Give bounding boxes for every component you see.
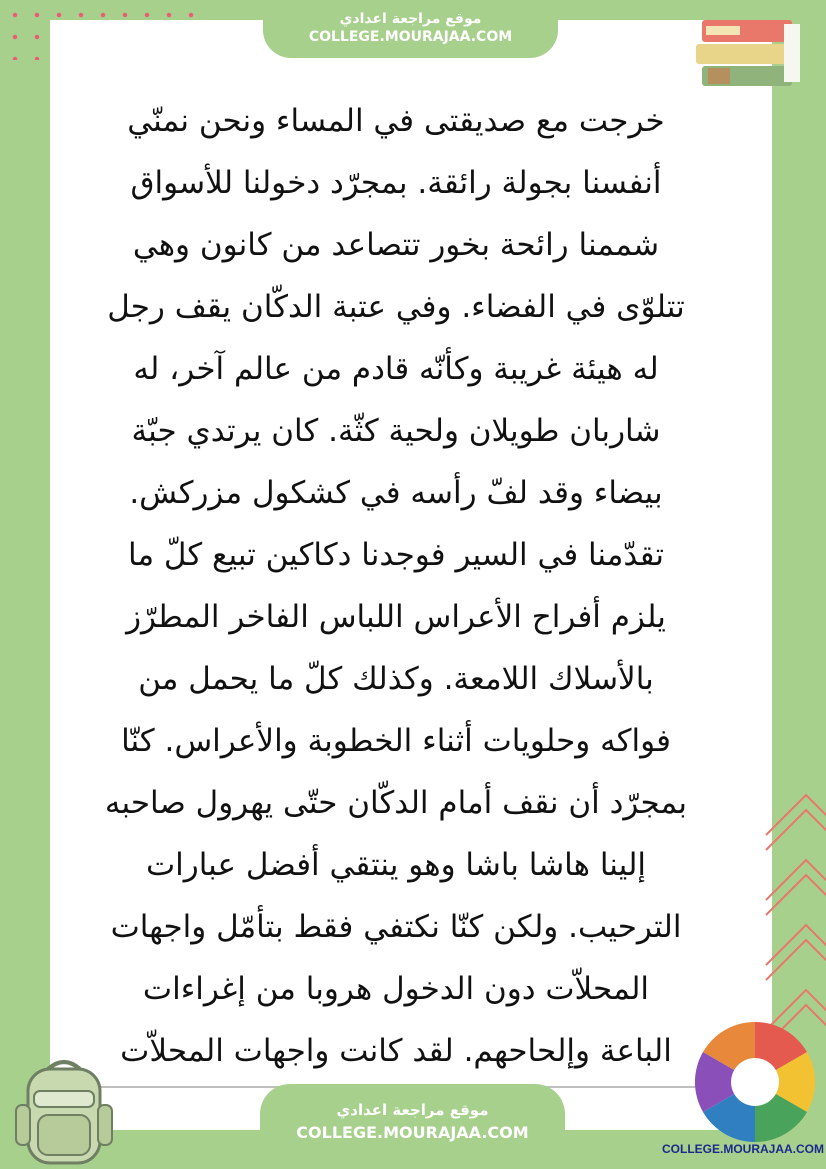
book-middle: [696, 44, 792, 64]
passage-line: بالأسلاك اللامعة. وكذلك كلّ ما يحمل من: [138, 661, 654, 697]
chevron-icon: [766, 860, 826, 900]
passage-line: فواكه وحلويات أثناء الخطوبة والأعراس. كنّا: [121, 723, 671, 759]
footer-site-arabic: موقع مراجعة اعدادي: [336, 1101, 489, 1119]
chevron-icon: [766, 810, 826, 850]
passage-line: أنفسنا بجولة رائقة. بمجرّد دخولنا للأسواق: [130, 165, 662, 201]
passage-line: خرجت مع صديقتى في المساء ونحن نمنّي: [127, 103, 665, 139]
header-site-url: COLLEGE.MOURAJAA.COM: [308, 29, 513, 45]
chevron-icon: [766, 795, 826, 835]
passage-line: تتلوّى في الفضاء. وفي عتبة الدكّان يقف رجل: [107, 289, 685, 325]
book-top-label: [706, 26, 740, 35]
passage-line: له هيئة غريبة وكأنّه قادم من عالم آخر، له: [133, 351, 659, 387]
footer-tab: [260, 1084, 565, 1169]
header-tab: [263, 0, 558, 58]
passage-line: يلزم أفراح الأعراس اللباس الفاخر المطرّز: [126, 599, 666, 635]
passage-line: الباعة وإلحاحهم. لقد كانت واجهات المحلاّت: [120, 1033, 672, 1069]
logo-url-text: COLLEGE.MOURAJAA.COM: [662, 1142, 824, 1156]
reading-passage: [60, 90, 732, 1086]
passage-line: بيضاء وقد لفّ رأسه في كشكول مزركش.: [129, 475, 663, 511]
chevron-icon: [766, 925, 826, 965]
passage-line: تقدّمنا في السير فوجدنا دكاكين تبيع كلّ ما: [128, 537, 664, 573]
passage-line: شاربان طويلان ولحية كثّة. كان يرتدي جبّة: [131, 413, 661, 449]
passage-line: بمجرّد أن نقف أمام الدكّان حتّى يهرول صاحبه: [104, 785, 688, 821]
chevron-icon: [766, 875, 826, 915]
passage-line: المحلاّت دون الدخول هروبا من إغراءات: [142, 971, 650, 1007]
books-illustration: [692, 10, 804, 94]
passage-line: شممنا رائحة بخور تتصاعد من كانون وهي: [132, 227, 660, 263]
subjects-wheel-logo: [693, 1020, 817, 1144]
chevron-icon: [766, 940, 826, 980]
book-bottom-label: [708, 68, 730, 84]
backpack-icon: [8, 1055, 118, 1167]
book-pages: [784, 24, 800, 82]
passage-line: الترحيب. ولكن كنّا نكتفي فقط بتأمّل واجهات: [110, 909, 682, 945]
footer-site-url: COLLEGE.MOURAJAA.COM: [296, 1123, 529, 1142]
passage-line: إلينا هاشا باشا وهو ينتقي أفضل عبارات: [145, 847, 647, 883]
header-site-arabic: موقع مراجعة اعدادي: [339, 11, 482, 27]
